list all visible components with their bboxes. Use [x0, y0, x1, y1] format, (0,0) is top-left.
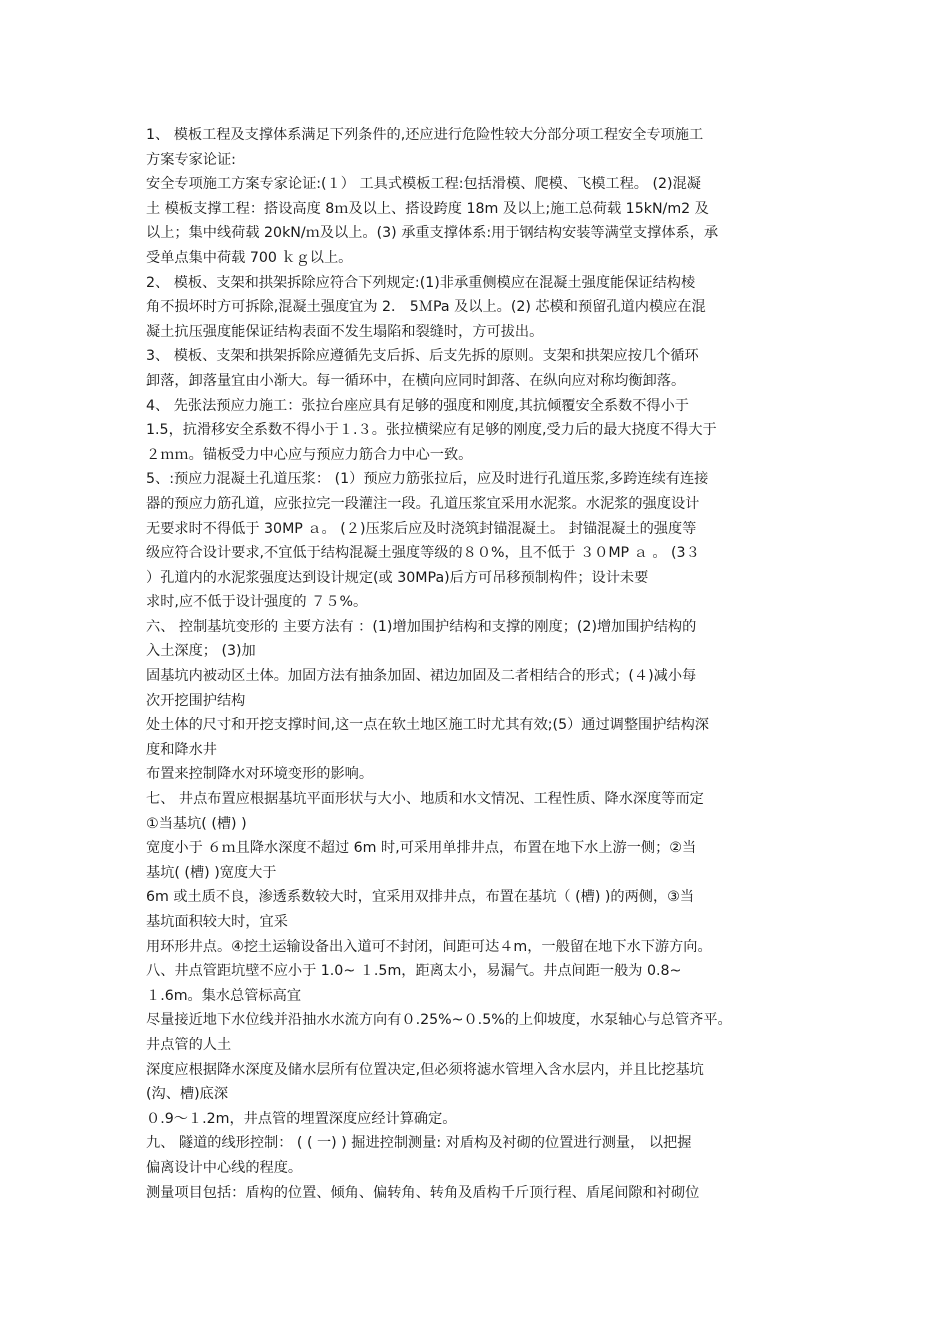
document-body: [146, 123, 826, 1205]
text-line: 3、 模板、支架和拱架拆除应遵循先支后拆、后支先拆的原则。支架和拱架应按几个循环: [146, 348, 699, 365]
text-line: 入土深度； (3)加: [146, 643, 256, 660]
text-line: 2、 模板、支架和拱架拆除应符合下列规定:(1)非承重侧模应在混凝土强度能保证结构棱: [146, 274, 696, 291]
text-line: ）孔道内的水泥浆强度达到设计规定(或 30MPa)后方可吊移预制构件；设计未要: [146, 569, 649, 586]
text-line: 处土体的尺寸和开挖支撑时间,这一点在软土地区施工时尤其有效;(5）通过调整围护结构深: [146, 717, 709, 734]
text-line: 角不损坏时方可拆除,混凝土强度宜为 2． 5ＭPa 及以上。(2) 芯模和预留孔道内模应在混: [146, 299, 706, 316]
text-line: 九、 隧道的线形控制： ( ( 一) ) 掘进控制测量: 对盾构及衬砌的位置进行测量， 以把握: [146, 1135, 692, 1152]
text-line: 土 模板支撑工程：搭设高度 8ｍ及以上、搭设跨度 18m 及以上;施工总荷载 15kN/m2 及: [146, 200, 709, 217]
text-line: 偏离设计中心线的程度。: [146, 1159, 303, 1176]
text-line: 井点管的人土: [146, 1036, 232, 1053]
text-line: 测量项目包括：盾构的位置、倾角、偏转角、转角及盾构千斤顶行程、盾尾间隙和衬砌位: [146, 1184, 700, 1201]
text-line: 尽量接近地下水位线并沿抽水水流方向有０.25%~０.5%的上仰坡度，水泵轴心与总管齐平。: [146, 1012, 732, 1029]
text-line: 六、 控制基坑变形的 主要方法有 ：(1)增加围护结构和支撑的刚度；(2)增加围护结构的: [146, 618, 697, 635]
text-line: 1、 模板工程及支撑体系满足下列条件的,还应进行危险性较大分部分项工程安全专项施工: [146, 127, 704, 143]
text-line: 1.5，抗滑移安全系数不得小于１.３。张拉横梁应有足够的刚度,受力后的最大挠度不得大于: [146, 422, 717, 439]
text-line: 固基坑内被动区土体。加固方法有抽条加固、裙边加固及二者相结合的形式；(４)减小每: [146, 668, 697, 685]
text-line: 安全专项施工方案专家论证:(１） 工具式模板工程:包括滑模、爬模、飞模工程。 (2)混凝: [146, 176, 701, 193]
text-line: 基坑( (槽) )宽度大于: [146, 864, 277, 881]
text-line: 布置来控制降水对环境变形的影响。: [146, 766, 374, 783]
text-line: ①当基坑( (槽) ): [146, 815, 247, 832]
text-line: 方案专家论证:: [146, 151, 236, 168]
text-line: 宽度小于 ６ｍ且降水深度不超过 6m 时,可采用单排井点，布置在地下水上游一侧；②当: [146, 840, 697, 857]
text-line: 4、 先张法预应力施工：张拉台座应具有足够的强度和刚度,其抗倾覆安全系数不得小于: [146, 397, 689, 414]
text-line: 七、 井点布置应根据基坑平面形状与大小、地质和水文情况、工程性质、降水深度等而定: [146, 791, 704, 808]
text-line: 器的预应力筋孔道，应张拉完一段灌注一段。孔道压浆宜采用水泥浆。水泥浆的强度设计: [146, 495, 700, 512]
text-line: 级应符合设计要求,不宜低于结构混凝土强度等级的８０%，且不低于 ３０MP ａ 。 (3３: [146, 545, 700, 562]
text-line: 次开挖围护结构: [146, 692, 246, 709]
text-line: 求时,应不低于设计强度的 ７５%。: [146, 594, 368, 611]
text-line: 度和降水井: [146, 741, 217, 758]
text-line: ２ｍｍ。锚板受力中心应与预应力筋合力中心一致。: [146, 446, 473, 463]
text-line: ０.9～１.2m，井点管的埋置深度应经计算确定。: [146, 1110, 457, 1127]
text-line: 凝土抗压强度能保证结构表面不发生塌陷和裂缝时，方可拔出。: [146, 323, 544, 340]
text-line: 无要求时不得低于 30MP ａ。 (２)压浆后应及时浇筑封锚混凝土。 封锚混凝土的强度等: [146, 520, 697, 537]
text-line: 受单点集中荷载 700 ｋｇ以上。: [146, 249, 353, 266]
text-line: (沟、槽)底深: [146, 1086, 229, 1103]
text-line: 6m 或土质不良，渗透系数较大时，宜采用双排井点，布置在基坑（ (槽) )的两侧，③当: [146, 889, 695, 906]
text-line: 用环形井点。④挖土运输设备出入道可不封闭，间距可达４m，一般留在地下水下游方向。: [146, 938, 712, 955]
text-line: 深度应根据降水深度及储水层所有位置决定,但必须将滤水管埋入含水层内，并且比挖基坑: [146, 1061, 704, 1078]
text-line: 卸落，卸落量宜由小渐大。每一循环中，在横向应同时卸落、在纵向应对称均衡卸落。: [146, 372, 686, 389]
text-line: 以上；集中线荷载 20kN/ｍ及以上。(3) 承重支撑体系:用于钢结构安装等满堂支撑体系，承: [146, 225, 719, 242]
text-line: １.6m。集水总管标高宜: [146, 987, 302, 1004]
text-line: 5、:预应力混凝土孔道压浆： (1）预应力筋张拉后，应及时进行孔道压浆,多跨连续有连接: [146, 471, 709, 488]
text-line: 八、井点管距坑壁不应小于 1.0~ １.5m，距离太小，易漏气。井点间距一般为 0.8~: [146, 963, 682, 980]
text-line: 基坑面积较大时，宜采: [146, 914, 288, 930]
